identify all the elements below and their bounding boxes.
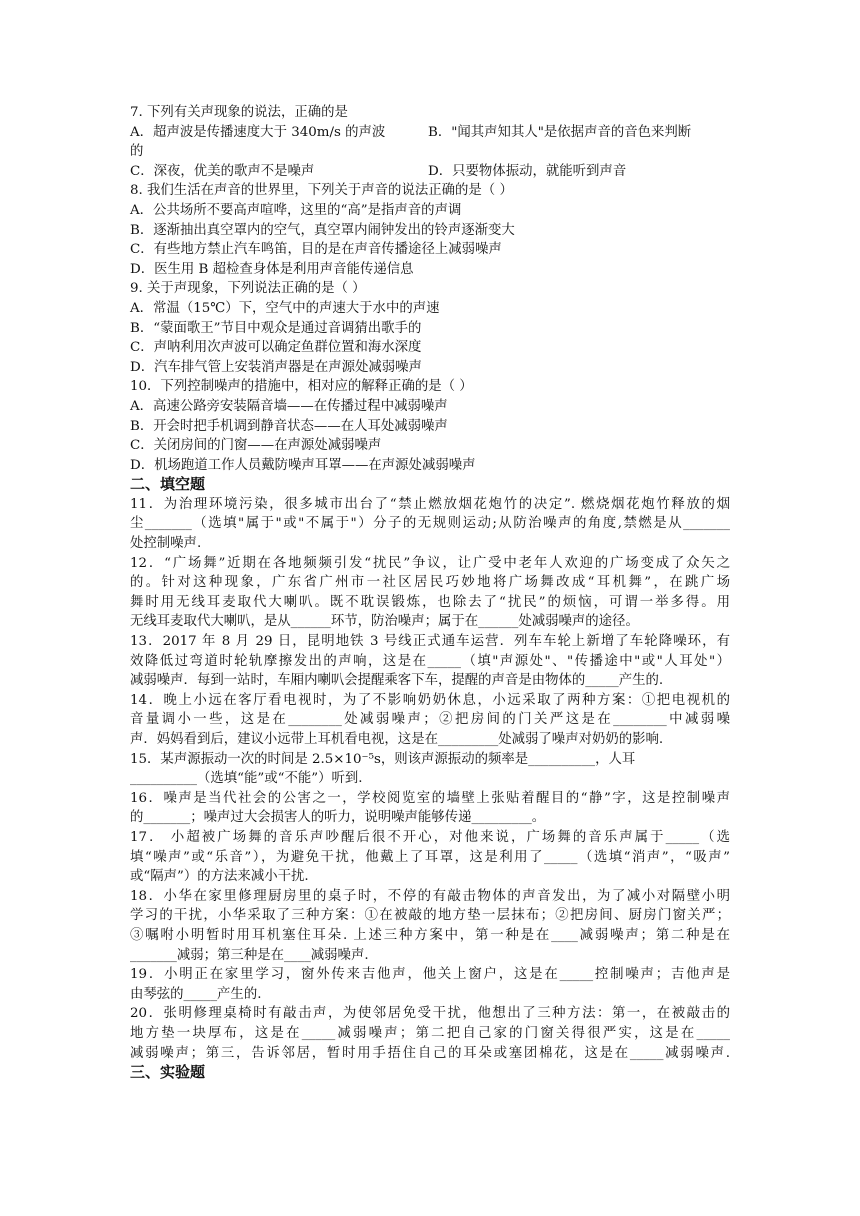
text-line: 20．张明修理桌椅时有敲击声，为使邻居免受干扰，他想出了三种方法：第一，在被敲击的 (130, 1006, 730, 1022)
text-line: B．开会时把手机调到静音状态——在人耳处减弱噪声 (130, 418, 448, 434)
text-line: 11．为治理环境污染，很多城市出台了“禁止燃放烟花炮竹的决定”. 燃烧烟花炮竹释放的烟 (130, 496, 730, 512)
text-line: A．公共场所不要高声喧哗，这里的“高”是指声音的声调 (130, 202, 462, 218)
text-line: 尘_______（选填"属于"或"不属于"）分子的无规则运动;从防治噪声的角度,禁燃是从_______ (130, 516, 730, 532)
text-line: 9. 关于声现象，下列说法正确的是（ ） (130, 281, 366, 297)
text-line: D．汽车排气管上安装消声器是在声源处减弱噪声 (130, 359, 422, 375)
text-line: __________（选填“能”或“不能”）听到. (130, 771, 363, 787)
section-heading: 三、实验题 (130, 1063, 206, 1082)
text-line: C．关闭房间的门窗——在声源处减弱噪声 (130, 438, 382, 454)
text-line: D．机场跑道工作人员戴防噪声耳罩——在声源处减弱噪声 (130, 457, 476, 473)
text-line: 填“噪声”或“乐音”），为避免干扰，他戴上了耳罩，这是利用了_____（选填“消声”，“吸声” (130, 849, 730, 865)
text-line: 10．下列控制噪声的措施中，相对应的解释正确的是（ ） (130, 379, 473, 395)
text-line: 由琴弦的_____产生的. (130, 986, 262, 1002)
text-line: B．逐渐抽出真空罩内的空气，真空罩内闹钟发出的铃声逐渐变大 (130, 222, 515, 238)
text-line: 18．小华在家里修理厨房里的桌子时，不停的有敲击物体的声音发出，为了减小对隔壁小明 (130, 888, 730, 904)
text-line: 17． 小超被广场舞的音乐声吵醒后很不开心，对他来说，广场舞的音乐声属于_____（选 (130, 829, 730, 845)
text-line: A．常温（15℃）下，空气中的声速大于水中的声速 (130, 300, 440, 316)
text-line: D．医生用 B 超检查身体是利用声音能传递信息 (130, 261, 414, 277)
text-line: 19．小明正在家里学习，窗外传来吉他声，他关上窗户，这是在_____控制噪声；吉他声是 (130, 967, 730, 983)
text-line: 无线耳麦取代大喇叭，是从______环节，防治噪声；属于在______处减弱噪声的途径。 (130, 614, 639, 630)
text-line: 声．妈妈看到后，建议小远带上耳机看电视，这是在_________处减弱了噪声对奶奶的影响. (130, 732, 664, 747)
text-line: 或“隔声”）的方法来减小干扰. (130, 869, 309, 885)
text-line: C．有些地方禁止汽车鸣笛，目的是在声音传播途径上减弱噪声 (130, 242, 502, 258)
text-line: 减弱噪声．每到一站时，车厢内喇叭会提醒乘客下车，提醒的声音是由物体的_____产生的. (130, 673, 664, 689)
text-line: 13．2017 年 8 月 29 日，昆明地铁 3 号线正式通车运营．列车车轮上新增了车轮降噪环，有 (130, 634, 730, 650)
option-text: C．深夜，优美的歌声不是噪声 (130, 163, 315, 179)
text-line: 7. 下列有关声现象的说法，正确的是 (130, 105, 348, 120)
option-text: A．超声波是传播速度大于 340m/s 的声波 (130, 124, 386, 140)
text-line: 14．晚上小远在客厅看电视时，为了不影响奶奶休息，小远采取了两种方案：①把电视机的 (130, 692, 730, 708)
text-line: 音量调小一些，这是在________处减弱噪声；②把房间的门关严这是在________中减弱噪 (130, 712, 730, 728)
text-line: _______减弱；第三种是在____减弱噪声. (130, 947, 369, 963)
text-line: C．声呐利用次声波可以确定鱼群位置和海水深度 (130, 340, 422, 356)
text-line: ③嘱咐小明暂时用耳机塞住耳朵. 上述三种方案中，第一种是在____减弱噪声；第二种是在 (130, 927, 730, 943)
option-text: D．只要物体振动，就能听到声音 (428, 163, 627, 179)
text-line: 12．“广场舞”近期在各地频频引发“扰民”争议，让广受中老年人欢迎的广场变成了众矢之 (130, 555, 730, 571)
text-line: 的_______；噪声过大会损害人的听力，说明噪声能够传递_________。 (130, 810, 546, 826)
text-line: 处控制噪声. (130, 536, 202, 552)
text-line: 学习的干扰，小华采取了三种方案：①在被敲的地方垫一层抹布；②把房间、厨房门窗关严； (130, 908, 730, 924)
text-line: 地方垫一块厚布，这是在_____减弱噪声；第二把自己家的门窗关得很严实，这是在_____ (130, 1025, 730, 1041)
option-row (130, 162, 730, 182)
text-line: 减弱噪声；第三，告诉邻居，暂时用手捂住自己的耳朵或塞团棉花，这是在_____减弱噪声. (130, 1045, 730, 1061)
option-text: B．"闻其声知其人"是依据声音的音色来判断 (428, 124, 692, 140)
text-line: 的。针对这种现象，广东省广州市一社区居民巧妙地将广场舞改成“耳机舞”，在跳广场 (130, 575, 730, 591)
document-page (130, 103, 730, 1083)
text-line: B．“蒙面歌王”节目中观众是通过音调猜出歌手的 (130, 320, 422, 336)
section-heading: 二、填空题 (130, 475, 206, 494)
option-row (130, 123, 730, 143)
text-line: 舞时用无线耳麦取代大喇叭。既不耽误锻炼，也除去了“扰民”的烦恼，可谓一举多得。用 (130, 594, 730, 610)
text-line: 效降低过弯道时轮轨摩擦发出的声响，这是在_____（填"声源处"、"传播途中"或"人耳处"） (130, 653, 730, 669)
text-line: 15．某声源振动一次的时间是 2.5×10⁻⁵s，则该声源振动的频率是__________，人耳 (130, 751, 636, 767)
text-line: 的 (130, 144, 144, 160)
text-line: A．高速公路旁安装隔音墙——在传播过程中减弱噪声 (130, 398, 448, 414)
text-line: 16．噪声是当代社会的公害之一，学校阅览室的墙壁上张贴着醒目的“静”字，这是控制噪声 (130, 790, 730, 806)
text-line: 8. 我们生活在声音的世界里，下列关于声音的说法正确的是（ ） (130, 183, 513, 199)
